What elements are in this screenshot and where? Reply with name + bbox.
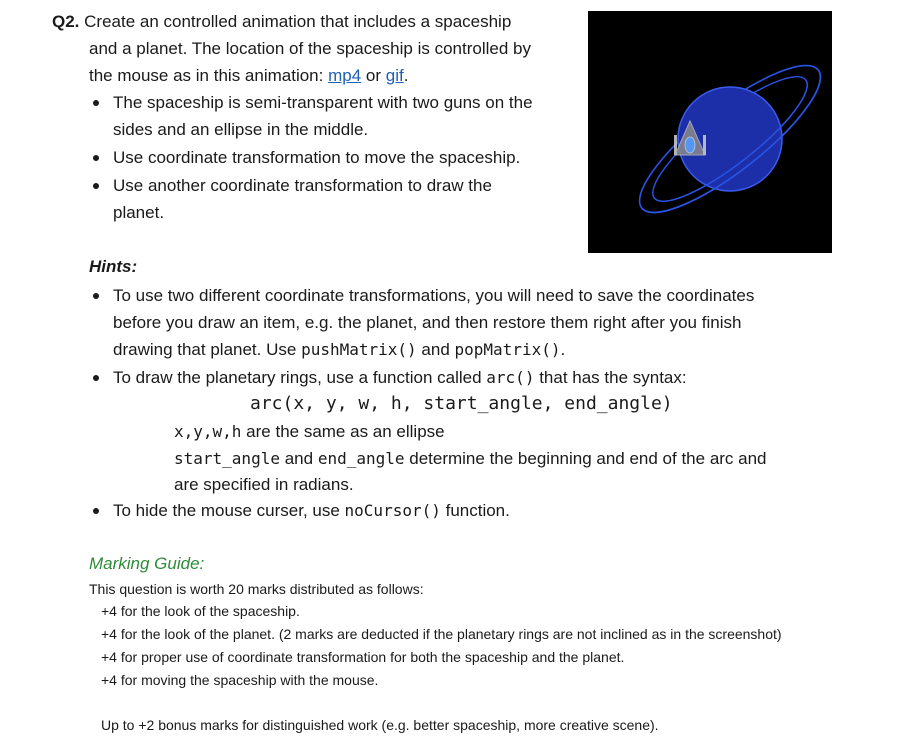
- bullet-dot: [93, 100, 99, 106]
- hint-text: that has the syntax:: [539, 368, 687, 387]
- spaceship-left-gun: [674, 135, 677, 155]
- marking-bonus: Up to +2 bonus marks for distinguished work (e.g. better spaceship, more creative scene).: [101, 717, 659, 733]
- code-arc: arc(): [486, 368, 535, 387]
- question-text-3: the mouse as in this animation:: [89, 66, 324, 85]
- hint-text: function.: [445, 501, 510, 520]
- marking-item: +4 for the look of the planet. (2 marks are deducted if the planetary rings are not inclined as in the screenshot): [101, 626, 782, 642]
- code-end-angle: end_angle: [317, 449, 405, 468]
- bullet-3-line-1: Use another coordinate transformation to draw the: [113, 176, 492, 195]
- hint-3-line-1: [113, 497, 510, 524]
- period: .: [403, 66, 409, 85]
- hint-text: are the same as an ellipse: [246, 422, 445, 441]
- hint-1-line-1: To use two different coordinate transformations, you will need to save the coordinates: [113, 286, 755, 305]
- question-line-1: [52, 8, 511, 35]
- marking-item: +4 for moving the spaceship with the mouse.: [101, 672, 379, 688]
- code-xywh: x,y,w,h: [174, 422, 242, 441]
- bullet-dot: [93, 508, 99, 514]
- bullet-dot: [93, 183, 99, 189]
- bullet-1-line-1: The spaceship is semi-transparent with two guns on the: [113, 93, 533, 112]
- or-text: or: [365, 66, 382, 85]
- spaceship-cockpit: [685, 137, 695, 153]
- question-text-2: and a planet. The location of the spaceship is controlled by: [89, 39, 531, 58]
- angle-line-2: are specified in radians.: [174, 475, 354, 494]
- hint-1-line-3: [113, 336, 565, 363]
- hint-1-line-2: before you draw an item, e.g. the planet, and then restore them right after you finish: [113, 313, 742, 332]
- hint-text: determine the beginning and end of the arc and: [409, 449, 767, 468]
- bullet-1-line-2: sides and an ellipse in the middle.: [113, 120, 369, 139]
- hint-text: drawing that planet. Use: [113, 340, 297, 359]
- marking-item: +4 for proper use of coordinate transformation for both the spaceship and the planet.: [101, 649, 625, 665]
- bullet-dot: [93, 293, 99, 299]
- marking-guide-title: Marking Guide:: [89, 554, 205, 573]
- code-start-angle: start_angle: [174, 449, 280, 468]
- hint-text: and: [284, 449, 314, 468]
- gif-link[interactable]: gif: [385, 66, 404, 85]
- code-popmatrix: popMatrix(): [454, 340, 561, 359]
- bullet-2-line-1: Use coordinate transformation to move the spaceship.: [113, 148, 521, 167]
- hints-title: Hints:: [89, 257, 138, 276]
- arc-syntax: arc(x, y, w, h, start_angle, end_angle): [250, 393, 673, 414]
- marking-item: +4 for the look of the spaceship.: [101, 603, 300, 619]
- bullet-dot: [93, 155, 99, 161]
- mp4-link[interactable]: mp4: [328, 66, 362, 85]
- code-pushmatrix: pushMatrix(): [301, 340, 417, 359]
- hint-text: To draw the planetary rings, use a function called: [113, 368, 482, 387]
- xywh-line: [174, 418, 445, 445]
- marking-intro: This question is worth 20 marks distributed as follows:: [89, 581, 424, 597]
- hint-2-line-1: [113, 364, 687, 391]
- bullet-3-line-2: planet.: [113, 203, 165, 222]
- spaceship-right-gun: [703, 135, 706, 155]
- bullet-dot: [93, 375, 99, 381]
- hint-text: .: [560, 340, 566, 359]
- animation-screenshot: [588, 11, 832, 253]
- planet-scene: [588, 11, 832, 253]
- question-number: Q2.: [52, 12, 80, 31]
- angle-line-1: [174, 445, 767, 472]
- code-nocursor: noCursor(): [344, 501, 441, 520]
- question-text-1: Create an controlled animation that includes a spaceship: [84, 12, 512, 31]
- question-line-3: [89, 62, 408, 89]
- hint-text: and: [421, 340, 450, 359]
- hint-text: To hide the mouse curser, use: [113, 501, 340, 520]
